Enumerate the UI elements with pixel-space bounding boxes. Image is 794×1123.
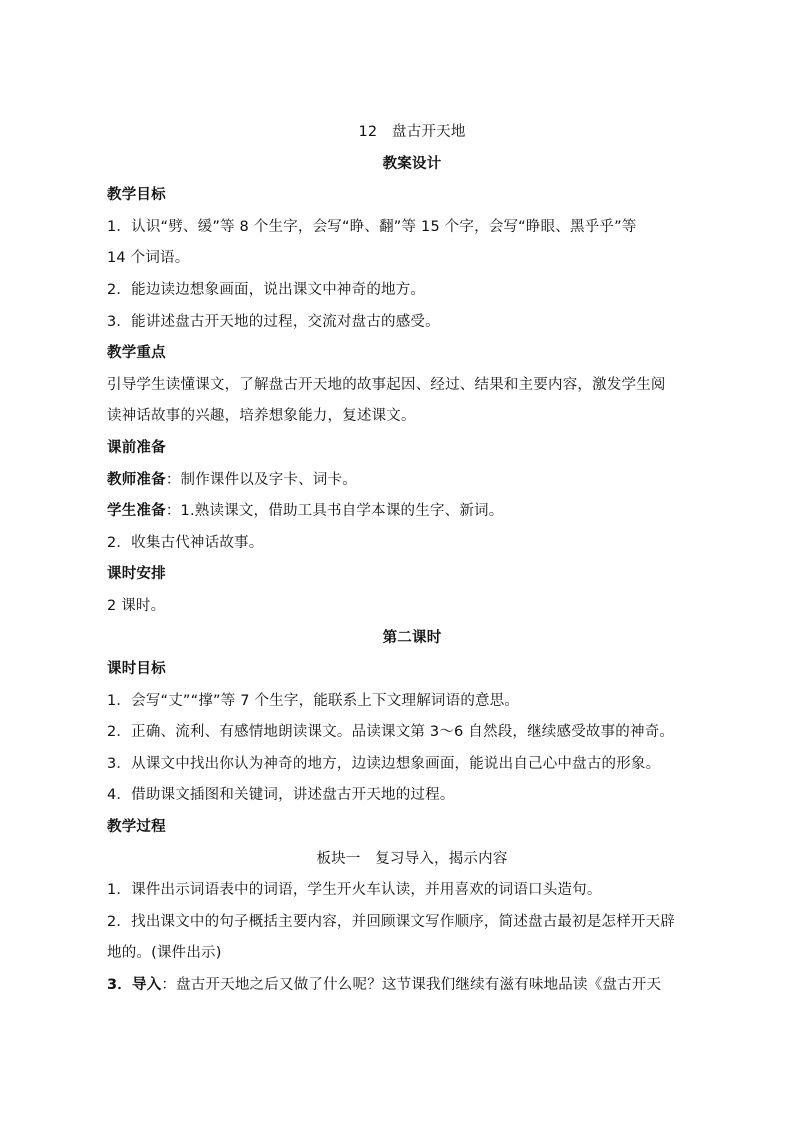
student-preparation-text: ：1.熟读课文，借助工具书自学本课的生字、新词。: [165, 503, 504, 520]
goal-1-line-1: 1．认识“劈、缓”等 8 个生字，会写“睁、翻”等 15 个字，会写“睁眼、黑乎乎”等: [107, 218, 637, 235]
key-points-line-2: 读神话故事的兴趣，培养想象能力，复述课文。: [107, 408, 416, 425]
key-points-heading: 教学重点: [107, 345, 166, 362]
lesson-goal-4: 4．借助课文插图和关键词，讲述盘古开天地的过程。: [107, 787, 455, 804]
teacher-preparation-text: ：制作课件以及字卡、词卡。: [165, 471, 357, 488]
goal-2: 2．能边读边想象画面，说出课文中神奇的地方。: [107, 281, 426, 298]
student-preparation-2: 2．收集古代神话故事。: [107, 534, 264, 551]
teacher-preparation-label: 教师准备: [107, 471, 166, 488]
lesson-goal-2: 2．正确、流利、有感情地朗读课文。品读课文第 3～6 自然段，继续感受故事的神奇。: [107, 724, 675, 741]
lesson-goal-3: 3．从课文中找出你认为神奇的地方，边读边想象画面，能说出自己心中盘古的形象。: [107, 755, 661, 772]
step-2-line-2: 地的。(课件出示): [107, 945, 222, 962]
student-preparation-label: 学生准备: [107, 503, 166, 520]
student-preparation: [107, 496, 717, 528]
lesson-goal-1: 1．会写“丈”“撑”等 7 个生字，能联系上下文理解词语的意思。: [107, 692, 520, 709]
step-3: [107, 970, 717, 1002]
step-1: 1．课件出示词语表中的词语，学生开火车认读，并用喜欢的词语口头造句。: [107, 882, 602, 899]
teacher-preparation: [107, 465, 717, 497]
goals-heading: 教学目标: [107, 187, 166, 204]
document-title: 12 盘古开天地: [358, 124, 466, 140]
goal-3: 3．能讲述盘古开天地的过程，交流对盘古的感受。: [107, 313, 440, 330]
process-heading: 教学过程: [107, 819, 166, 836]
lesson-goals-heading: 课时目标: [107, 661, 166, 678]
key-points-line-1: 引导学生读懂课文，了解盘古开天地的故事起因、经过、结果和主要内容，激发学生阅: [107, 376, 666, 393]
document-subtitle: 教案设计: [382, 155, 442, 172]
document-content: [107, 117, 717, 1002]
schedule-heading: 课时安排: [107, 566, 166, 583]
step-2-line-1: 2．找出课文中的句子概括主要内容，并回顾课文写作顺序，简述盘古最初是怎样开天辟: [107, 913, 676, 930]
block-one-heading: 板块一 复习导入，揭示内容: [316, 850, 508, 867]
schedule-text: 2 课时。: [107, 597, 166, 614]
goal-1-line-2: 14 个词语。: [107, 250, 190, 267]
step-3-text: ：盘古开天地之后又做了什么呢？这节课我们继续有滋有味地品读《盘古开天: [161, 977, 662, 994]
lesson-two-heading: 第二课时: [382, 629, 442, 646]
preparation-heading: 课前准备: [107, 439, 166, 456]
step-3-label: 3．导入: [107, 977, 162, 994]
